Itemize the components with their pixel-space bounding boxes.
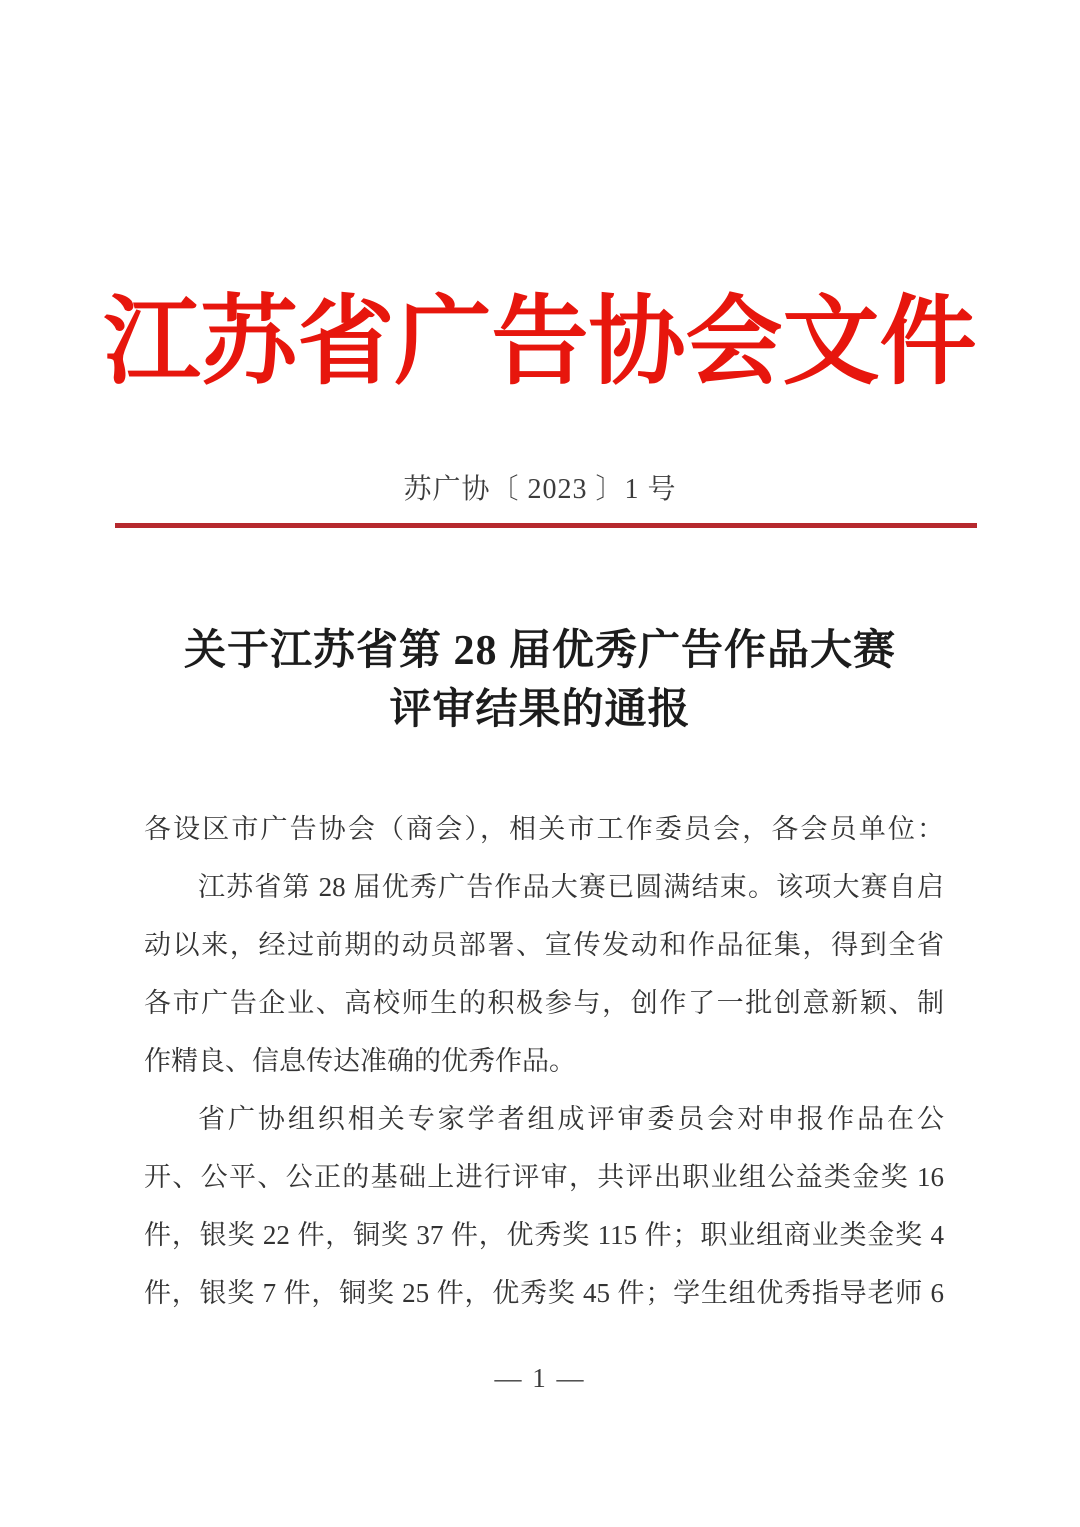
body-line: 动以来，经过前期的动员部署、宣传发动和作品征集，得到全省: [144, 930, 944, 960]
doc-title-line2: 评审结果的通报: [389, 687, 691, 733]
doc-title: [0, 622, 1080, 740]
body-line: 江苏省第 28 届优秀广告作品大赛已圆满结束。该项大赛自启: [198, 872, 944, 902]
body-line: 省广协组织相关专家学者组成评审委员会对申报作品在公: [198, 1104, 944, 1134]
body-line: 各市广告企业、高校师生的积极参与，创作了一批创意新颖、制: [144, 988, 944, 1018]
body-line: 件，银奖 7 件，铜奖 25 件，优秀奖 45 件；学生组优秀指导老师 6: [144, 1278, 944, 1308]
body-line: 件，银奖 22 件，铜奖 37 件，优秀奖 115 件；职业组商业类金奖 4: [144, 1220, 944, 1250]
document-header-title: 江苏省广告协会文件: [103, 289, 977, 396]
salutation-line: 各设区市广告协会（商会），相关市工作委员会，各会员单位：: [144, 814, 944, 844]
body-line: 作精良、信息传达准确的优秀作品。: [144, 1046, 576, 1076]
body-line: 开、公平、公正的基础上进行评审，共评出职业组公益类金奖 16: [144, 1162, 944, 1192]
doc-title-line1: 关于江苏省第 28 届优秀广告作品大赛: [183, 628, 896, 674]
document-body: [144, 800, 944, 1322]
page-number: — 1 —: [494, 1363, 586, 1393]
red-separator-line: [115, 523, 977, 528]
doc-number: 苏广协〔 2023 〕1 号: [403, 474, 677, 505]
